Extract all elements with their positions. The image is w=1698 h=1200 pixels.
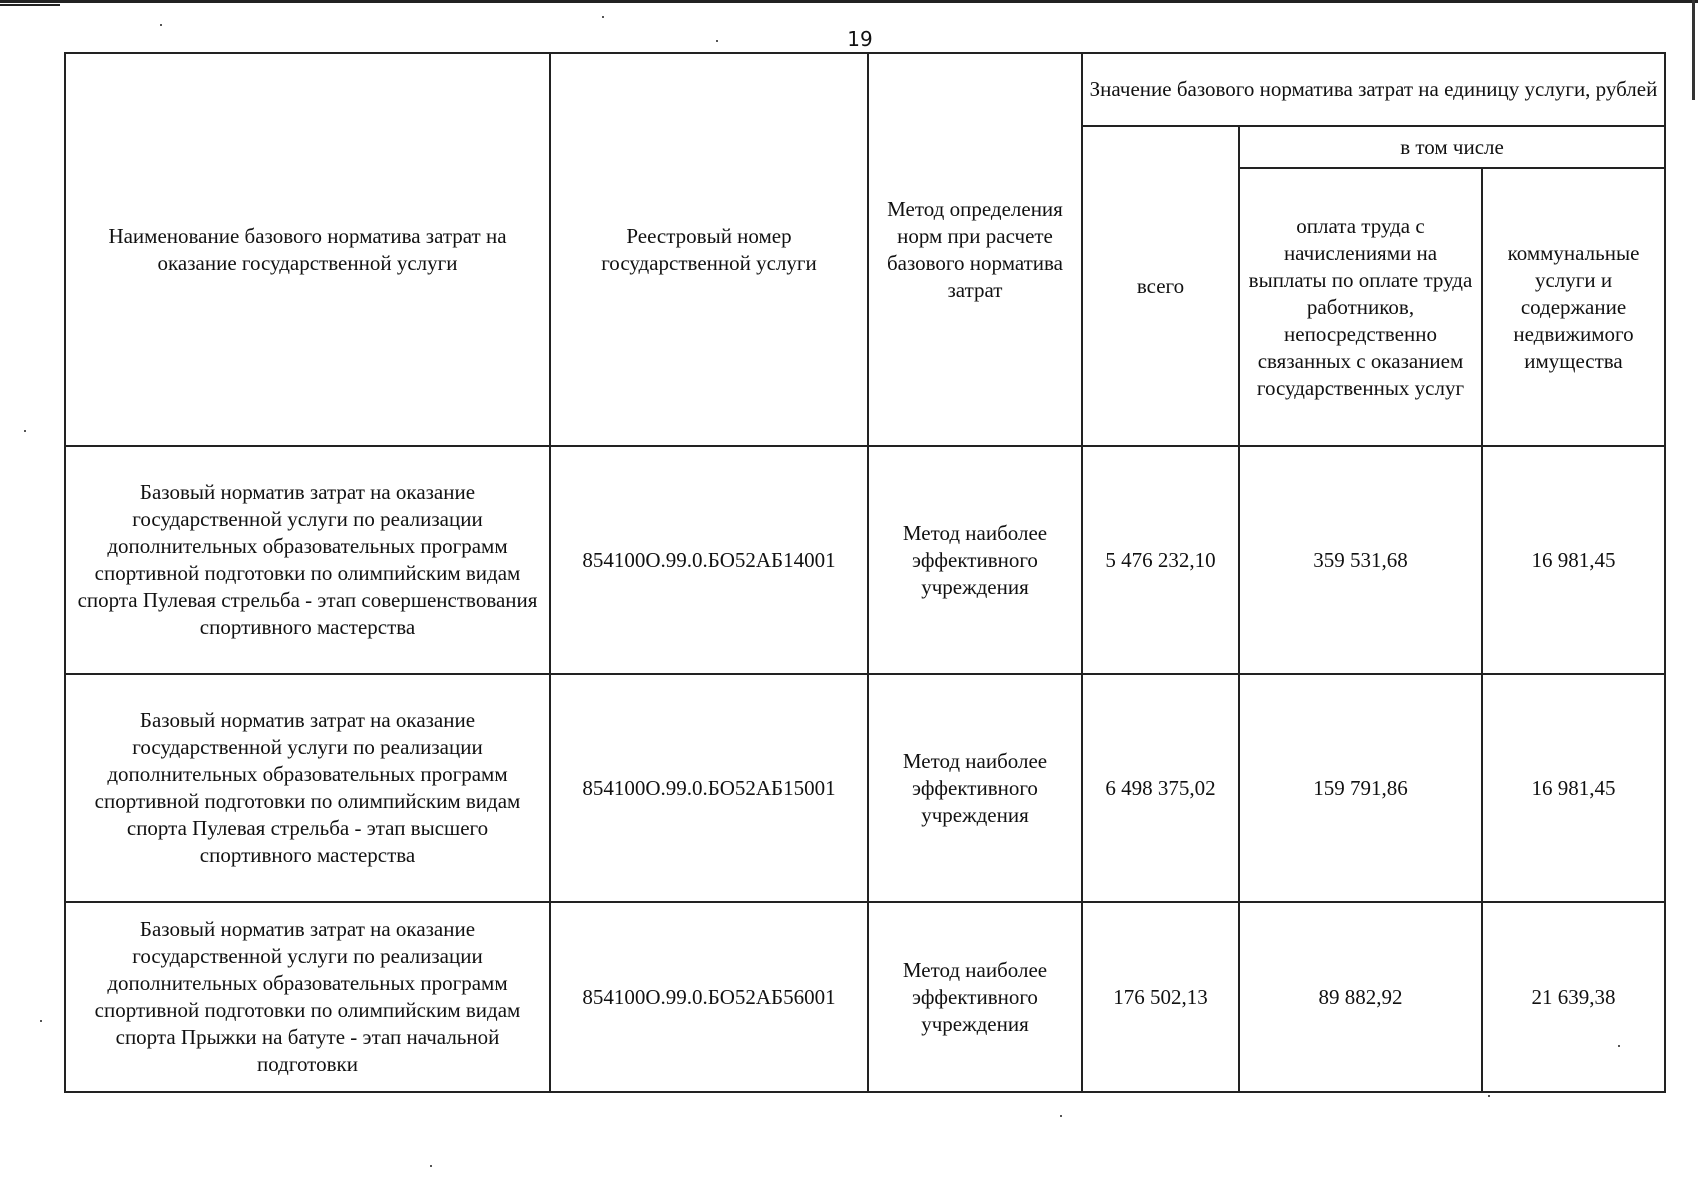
scan-right-edge bbox=[1692, 0, 1695, 100]
scan-speck bbox=[24, 430, 26, 432]
header-row-1 bbox=[65, 53, 1665, 126]
row-name: Базовый норматив затрат на оказание государственной услуги по реализации дополнительных образовательных программ спортивной подготовки по олимпийским видам спорта Пулевая стрельба - этап высшего спортивного мастерства bbox=[65, 674, 550, 902]
scan-speck bbox=[602, 16, 604, 18]
scan-speck bbox=[430, 1165, 432, 1167]
header-value-group: Значение базового норматива затрат на единицу услуги, рублей bbox=[1082, 53, 1665, 126]
header-labor: оплата труда с начислениями на выплаты по оплате труда работников, непосредственно связанных с оказанием государственных услуг bbox=[1239, 168, 1482, 446]
scan-speck bbox=[716, 40, 718, 42]
row-name: Базовый норматив затрат на оказание государственной услуги по реализации дополнительных образовательных программ спортивной подготовки по олимпийским видам спорта Пулевая стрельба - этап совершенствования спортивного мастерства bbox=[65, 446, 550, 674]
row-method: Метод наиболее эффективного учреждения bbox=[868, 446, 1082, 674]
header-total: всего bbox=[1082, 126, 1239, 446]
header-registry: Реестровый номер государственной услуги bbox=[550, 53, 868, 446]
header-including: в том числе bbox=[1239, 126, 1665, 168]
row-total: 176 502,13 bbox=[1082, 902, 1239, 1092]
scan-top-border bbox=[0, 0, 1698, 3]
scan-speck bbox=[40, 1020, 42, 1022]
row-utilities: 16 981,45 bbox=[1482, 674, 1665, 902]
row-labor: 159 791,86 bbox=[1239, 674, 1482, 902]
row-labor: 359 531,68 bbox=[1239, 446, 1482, 674]
scan-speck bbox=[1488, 1095, 1490, 1097]
row-registry-number: 854100О.99.0.БО52АБ15001 bbox=[550, 674, 868, 902]
header-name: Наименование базового норматива затрат на оказание государственной услуги bbox=[65, 53, 550, 446]
scan-top-border-fragment bbox=[0, 4, 60, 6]
row-utilities: 16 981,45 bbox=[1482, 446, 1665, 674]
row-labor: 89 882,92 bbox=[1239, 902, 1482, 1092]
row-method: Метод наиболее эффективного учреждения bbox=[868, 902, 1082, 1092]
scan-speck bbox=[1618, 1045, 1620, 1047]
cost-standards-table bbox=[64, 52, 1666, 1093]
row-method: Метод наиболее эффективного учреждения bbox=[868, 674, 1082, 902]
header-method: Метод определения норм при расчете базового норматива затрат bbox=[868, 53, 1082, 446]
header-utilities: коммунальные услуги и содержание недвижимого имущества bbox=[1482, 168, 1665, 446]
row-registry-number: 854100О.99.0.БО52АБ56001 bbox=[550, 902, 868, 1092]
scan-speck bbox=[160, 24, 162, 26]
scan-speck bbox=[1060, 1115, 1062, 1117]
table-row bbox=[65, 446, 1665, 674]
row-name: Базовый норматив затрат на оказание государственной услуги по реализации дополнительных образовательных программ спортивной подготовки по олимпийским видам спорта Прыжки на батуте - этап начальной подготовки bbox=[65, 902, 550, 1092]
table-row bbox=[65, 902, 1665, 1092]
page-number: 19 bbox=[847, 27, 873, 51]
table-row bbox=[65, 674, 1665, 902]
row-total: 5 476 232,10 bbox=[1082, 446, 1239, 674]
row-utilities: 21 639,38 bbox=[1482, 902, 1665, 1092]
row-total: 6 498 375,02 bbox=[1082, 674, 1239, 902]
row-registry-number: 854100О.99.0.БО52АБ14001 bbox=[550, 446, 868, 674]
